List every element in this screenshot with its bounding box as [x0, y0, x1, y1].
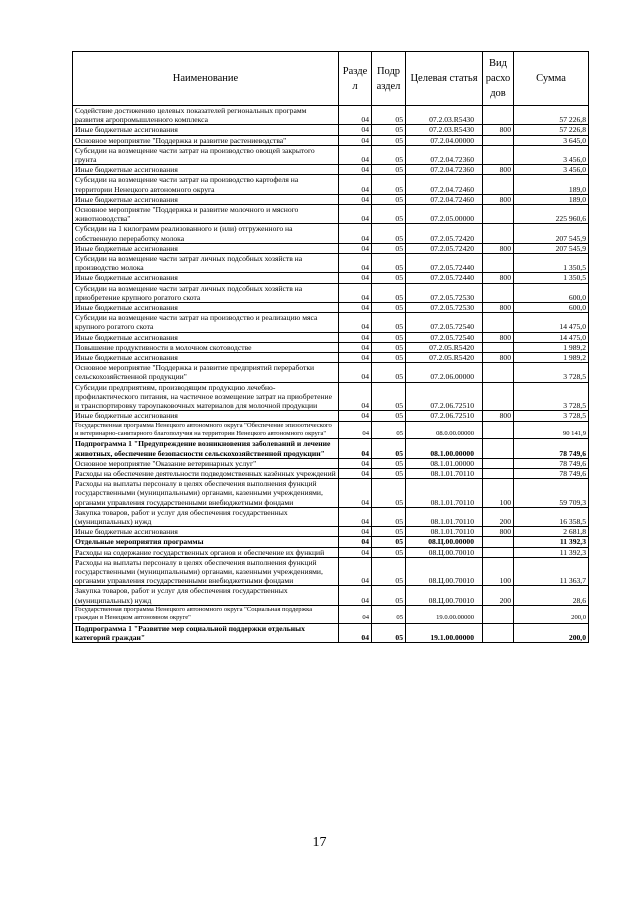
cell-celevaya-statya: 07.2.03.R5430 [406, 106, 483, 125]
cell-summa: 3 645,0 [514, 135, 589, 145]
table-row [73, 205, 589, 224]
table-row [73, 353, 589, 363]
cell-summa: 90 141,9 [514, 421, 589, 439]
cell-celevaya-statya: 19.0.00.00000 [406, 605, 483, 623]
cell-razdel: 04 [339, 557, 372, 586]
cell-podrazdel: 05 [372, 106, 406, 125]
cell-vid-rashodov [483, 363, 514, 382]
cell-vid-rashodov [483, 254, 514, 273]
cell-summa: 11 363,7 [514, 557, 589, 586]
cell-name: Закупка товаров, работ и услуг для обеспечения государственных (муниципальных) нужд [73, 586, 339, 605]
cell-podrazdel: 05 [372, 421, 406, 439]
cell-celevaya-statya: 08.1.01.70110 [406, 527, 483, 537]
cell-podrazdel: 05 [372, 527, 406, 537]
table-row [73, 303, 589, 313]
cell-podrazdel: 05 [372, 439, 406, 458]
cell-celevaya-statya: 08.Ц.00.70010 [406, 586, 483, 605]
cell-celevaya-statya: 07.2.05.R5420 [406, 353, 483, 363]
cell-razdel: 04 [339, 205, 372, 224]
cell-vid-rashodov [483, 135, 514, 145]
cell-name: Иные бюджетные ассигнования [73, 165, 339, 175]
cell-podrazdel: 05 [372, 254, 406, 273]
cell-podrazdel: 05 [372, 537, 406, 547]
cell-razdel: 04 [339, 254, 372, 273]
cell-name: Расходы на содержание государственных органов и обеспечение их функций [73, 547, 339, 557]
cell-razdel: 04 [339, 421, 372, 439]
cell-summa: 16 358,5 [514, 507, 589, 526]
cell-summa: 1 350,5 [514, 254, 589, 273]
cell-celevaya-statya: 07.2.05.72420 [406, 243, 483, 253]
cell-razdel: 04 [339, 175, 372, 194]
cell-celevaya-statya: 07.2.04.72360 [406, 145, 483, 164]
cell-razdel: 04 [339, 303, 372, 313]
cell-podrazdel: 05 [372, 458, 406, 468]
cell-celevaya-statya: 08.Ц.00.70010 [406, 547, 483, 557]
cell-summa: 3 456,0 [514, 165, 589, 175]
cell-podrazdel: 05 [372, 547, 406, 557]
cell-celevaya-statya: 07.2.05.72440 [406, 254, 483, 273]
cell-name: Расходы на выплаты персоналу в целях обеспечения выполнения функций государственными (муниципальными) органами, казенными учреждениями, органами управления государственными внебюджетными фондами [73, 557, 339, 586]
cell-podrazdel: 05 [372, 243, 406, 253]
table-row [73, 194, 589, 204]
page-number: 17 [312, 835, 327, 850]
cell-celevaya-statya: 08.1.00.00000 [406, 439, 483, 458]
cell-vid-rashodov [483, 458, 514, 468]
cell-vid-rashodov: 200 [483, 586, 514, 605]
cell-podrazdel: 05 [372, 165, 406, 175]
cell-razdel: 04 [339, 243, 372, 253]
cell-name: Подпрограмма 1 "Развитие мер социальной поддержки отдельных категорий граждан" [73, 623, 339, 642]
cell-name: Государственная программа Ненецкого автономного округа "Обеспечение эпизоотического и ветеринарно-санитарного благополучия на территории Ненецкого автономного округа" [73, 421, 339, 439]
cell-celevaya-statya: 08.Ц.00.70010 [406, 557, 483, 586]
cell-razdel: 04 [339, 507, 372, 526]
table-row [73, 605, 589, 623]
cell-celevaya-statya: 07.2.03.R5430 [406, 125, 483, 135]
cell-summa: 207 545,9 [514, 243, 589, 253]
table-row [73, 273, 589, 283]
cell-podrazdel: 05 [372, 623, 406, 642]
cell-razdel: 04 [339, 458, 372, 468]
cell-summa: 57 226,8 [514, 106, 589, 125]
cell-name: Иные бюджетные ассигнования [73, 411, 339, 421]
cell-razdel: 04 [339, 135, 372, 145]
table-row [73, 332, 589, 342]
cell-razdel: 04 [339, 145, 372, 164]
cell-name: Основное мероприятие "Поддержка и развитие молочного и мясного животноводства" [73, 205, 339, 224]
cell-podrazdel: 05 [372, 342, 406, 352]
cell-podrazdel: 05 [372, 479, 406, 508]
cell-podrazdel: 05 [372, 145, 406, 164]
cell-name: Государственная программа Ненецкого автономного округа "Социальная поддержка граждан в Ненецком автономном округе" [73, 605, 339, 623]
cell-summa: 225 960,6 [514, 205, 589, 224]
cell-summa: 1 989,2 [514, 353, 589, 363]
cell-celevaya-statya: 08.Ц.00.00000 [406, 537, 483, 547]
table-row [73, 468, 589, 478]
cell-vid-rashodov [483, 145, 514, 164]
cell-vid-rashodov [483, 382, 514, 411]
cell-summa: 600,0 [514, 303, 589, 313]
cell-celevaya-statya: 07.2.04.72460 [406, 194, 483, 204]
cell-razdel: 04 [339, 623, 372, 642]
cell-razdel: 04 [339, 586, 372, 605]
cell-summa: 11 392,3 [514, 547, 589, 557]
header-razdel: Разде л [339, 52, 372, 106]
cell-summa: 189,0 [514, 194, 589, 204]
cell-summa: 78 749,6 [514, 458, 589, 468]
table-row [73, 175, 589, 194]
cell-podrazdel: 05 [372, 353, 406, 363]
cell-vid-rashodov [483, 313, 514, 332]
cell-name: Содействие достижению целевых показателей региональных программ развития агропромышленного комплекса [73, 106, 339, 125]
cell-celevaya-statya: 07.2.06.72510 [406, 382, 483, 411]
cell-summa: 189,0 [514, 175, 589, 194]
table-row [73, 411, 589, 421]
cell-name: Закупка товаров, работ и услуг для обеспечения государственных (муниципальных) нужд [73, 507, 339, 526]
cell-razdel: 04 [339, 273, 372, 283]
cell-razdel: 04 [339, 527, 372, 537]
cell-celevaya-statya: 07.2.04.00000 [406, 135, 483, 145]
cell-razdel: 04 [339, 605, 372, 623]
table-row [73, 557, 589, 586]
cell-celevaya-statya: 19.1.00.00000 [406, 623, 483, 642]
cell-razdel: 04 [339, 537, 372, 547]
cell-vid-rashodov [483, 342, 514, 352]
cell-vid-rashodov: 800 [483, 243, 514, 253]
cell-razdel: 04 [339, 363, 372, 382]
table-body [73, 106, 589, 643]
cell-vid-rashodov [483, 537, 514, 547]
table-row [73, 527, 589, 537]
cell-summa: 78 749,6 [514, 468, 589, 478]
header-celevaya-statya: Целевая статья [406, 52, 483, 106]
table-row [73, 243, 589, 253]
header-vid-rashodov: Вид расхо дов [483, 52, 514, 106]
cell-name: Иные бюджетные ассигнования [73, 125, 339, 135]
table-row [73, 145, 589, 164]
cell-razdel: 04 [339, 283, 372, 302]
budget-table [72, 51, 589, 643]
cell-name: Субсидии на возмещение части затрат на производство и реализацию мяса крупного рогатого скота [73, 313, 339, 332]
cell-name: Основное мероприятие "Оказание ветеринарных услуг" [73, 458, 339, 468]
cell-celevaya-statya: 07.2.05.00000 [406, 205, 483, 224]
table-row [73, 135, 589, 145]
table-row [73, 165, 589, 175]
cell-podrazdel: 05 [372, 411, 406, 421]
cell-name: Субсидии на возмещение части затрат на производство картофеля на территории Ненецкого автономного округа [73, 175, 339, 194]
cell-vid-rashodov [483, 468, 514, 478]
cell-podrazdel: 05 [372, 194, 406, 204]
cell-razdel: 04 [339, 342, 372, 352]
table-row [73, 623, 589, 642]
cell-summa: 78 749,6 [514, 439, 589, 458]
table-row [73, 439, 589, 458]
cell-podrazdel: 05 [372, 507, 406, 526]
cell-name: Иные бюджетные ассигнования [73, 303, 339, 313]
header-summa: Сумма [514, 52, 589, 106]
cell-podrazdel: 05 [372, 313, 406, 332]
cell-vid-rashodov: 800 [483, 303, 514, 313]
cell-vid-rashodov: 800 [483, 125, 514, 135]
table-row [73, 313, 589, 332]
cell-podrazdel: 05 [372, 135, 406, 145]
cell-summa: 14 475,0 [514, 332, 589, 342]
cell-celevaya-statya: 07.2.05.72440 [406, 273, 483, 283]
cell-razdel: 04 [339, 439, 372, 458]
cell-celevaya-statya: 07.2.05.72420 [406, 224, 483, 243]
table-row [73, 106, 589, 125]
cell-name: Основное мероприятие "Поддержка и развитие предприятий переработки сельскохозяйственной продукции" [73, 363, 339, 382]
cell-vid-rashodov [483, 439, 514, 458]
cell-summa: 28,6 [514, 586, 589, 605]
cell-vid-rashodov: 800 [483, 411, 514, 421]
cell-summa: 200,0 [514, 605, 589, 623]
cell-vid-rashodov: 800 [483, 165, 514, 175]
cell-podrazdel: 05 [372, 205, 406, 224]
cell-summa: 1 989,2 [514, 342, 589, 352]
cell-podrazdel: 05 [372, 283, 406, 302]
cell-vid-rashodov [483, 224, 514, 243]
cell-podrazdel: 05 [372, 175, 406, 194]
cell-summa: 2 681,8 [514, 527, 589, 537]
cell-name: Отдельные мероприятия программы [73, 537, 339, 547]
cell-razdel: 04 [339, 313, 372, 332]
cell-podrazdel: 05 [372, 125, 406, 135]
cell-name: Субсидии на 1 килограмм реализованного и (или) отгруженного на собственную переработку молока [73, 224, 339, 243]
cell-celevaya-statya: 07.2.05.72540 [406, 313, 483, 332]
cell-vid-rashodov: 100 [483, 479, 514, 508]
table-row [73, 507, 589, 526]
cell-podrazdel: 05 [372, 605, 406, 623]
cell-summa: 207 545,9 [514, 224, 589, 243]
cell-razdel: 04 [339, 332, 372, 342]
cell-podrazdel: 05 [372, 557, 406, 586]
cell-summa: 200,0 [514, 623, 589, 642]
cell-podrazdel: 05 [372, 382, 406, 411]
cell-vid-rashodov: 800 [483, 273, 514, 283]
cell-name: Субсидии на возмещение части затрат на производство овощей закрытого грунта [73, 145, 339, 164]
cell-razdel: 04 [339, 165, 372, 175]
cell-name: Иные бюджетные ассигнования [73, 194, 339, 204]
cell-vid-rashodov [483, 421, 514, 439]
cell-celevaya-statya: 07.2.05.72540 [406, 332, 483, 342]
cell-podrazdel: 05 [372, 273, 406, 283]
cell-vid-rashodov: 800 [483, 353, 514, 363]
cell-summa: 14 475,0 [514, 313, 589, 332]
cell-name: Расходы на обеспечение деятельности подведомственных казённых учреждений [73, 468, 339, 478]
cell-razdel: 04 [339, 547, 372, 557]
cell-summa: 57 226,8 [514, 125, 589, 135]
cell-celevaya-statya: 08.1.01.00000 [406, 458, 483, 468]
cell-name: Подпрограмма 1 "Предупреждение возникновения заболеваний и лечение животных, обеспечение безопасности сельскохозяйственной продукции" [73, 439, 339, 458]
table-row [73, 342, 589, 352]
cell-vid-rashodov [483, 106, 514, 125]
table-row [73, 458, 589, 468]
cell-name: Иные бюджетные ассигнования [73, 273, 339, 283]
cell-name: Иные бюджетные ассигнования [73, 527, 339, 537]
cell-celevaya-statya: 07.2.04.72460 [406, 175, 483, 194]
cell-podrazdel: 05 [372, 468, 406, 478]
cell-razdel: 04 [339, 125, 372, 135]
cell-razdel: 04 [339, 224, 372, 243]
cell-vid-rashodov: 800 [483, 332, 514, 342]
cell-summa: 600,0 [514, 283, 589, 302]
cell-name: Субсидии предприятиям, производящим продукцию лечебно-профилактического питания, на частичное возмещение затрат на приобретение и транспортировку тароупаковочных материалов для молочной продукции [73, 382, 339, 411]
table-row [73, 283, 589, 302]
cell-name: Основное мероприятие "Поддержка и развитие растениеводства" [73, 135, 339, 145]
cell-celevaya-statya: 07.2.05.R5420 [406, 342, 483, 352]
table-row [73, 363, 589, 382]
header-podrazdel: Подр аздел [372, 52, 406, 106]
cell-vid-rashodov [483, 205, 514, 224]
cell-summa: 3 728,5 [514, 363, 589, 382]
table-header-row [73, 52, 589, 106]
cell-podrazdel: 05 [372, 332, 406, 342]
cell-vid-rashodov [483, 175, 514, 194]
cell-razdel: 04 [339, 411, 372, 421]
table-row [73, 547, 589, 557]
cell-razdel: 04 [339, 106, 372, 125]
cell-razdel: 04 [339, 468, 372, 478]
table-row [73, 224, 589, 243]
cell-summa: 3 728,5 [514, 382, 589, 411]
cell-celevaya-statya: 08.1.01.70110 [406, 468, 483, 478]
cell-summa: 59 709,3 [514, 479, 589, 508]
cell-razdel: 04 [339, 479, 372, 508]
cell-podrazdel: 05 [372, 363, 406, 382]
cell-vid-rashodov: 100 [483, 557, 514, 586]
table-row [73, 125, 589, 135]
cell-name: Расходы на выплаты персоналу в целях обеспечения выполнения функций государственными (муниципальными) органами, казенными учреждениями, органами управления государственными внебюджетными фондами [73, 479, 339, 508]
cell-podrazdel: 05 [372, 586, 406, 605]
table-row [73, 382, 589, 411]
cell-celevaya-statya: 07.2.05.72530 [406, 303, 483, 313]
cell-summa: 3 728,5 [514, 411, 589, 421]
cell-vid-rashodov [483, 623, 514, 642]
cell-name: Иные бюджетные ассигнования [73, 243, 339, 253]
cell-vid-rashodov: 200 [483, 507, 514, 526]
cell-celevaya-statya: 07.2.06.72510 [406, 411, 483, 421]
cell-celevaya-statya: 07.2.04.72360 [406, 165, 483, 175]
cell-razdel: 04 [339, 382, 372, 411]
cell-summa: 3 456,0 [514, 145, 589, 164]
table-row [73, 537, 589, 547]
header-name: Наименование [73, 52, 339, 106]
cell-vid-rashodov [483, 547, 514, 557]
cell-podrazdel: 05 [372, 224, 406, 243]
cell-podrazdel: 05 [372, 303, 406, 313]
cell-celevaya-statya: 07.2.06.00000 [406, 363, 483, 382]
cell-celevaya-statya: 08.0.00.00000 [406, 421, 483, 439]
cell-vid-rashodov: 800 [483, 527, 514, 537]
cell-vid-rashodov [483, 605, 514, 623]
cell-name: Иные бюджетные ассигнования [73, 353, 339, 363]
cell-vid-rashodov: 800 [483, 194, 514, 204]
cell-name: Повышение продуктивности в молочном скотоводстве [73, 342, 339, 352]
cell-summa: 11 392,3 [514, 537, 589, 547]
cell-name: Субсидии на возмещение части затрат личных подсобных хозяйств на производство молока [73, 254, 339, 273]
cell-celevaya-statya: 07.2.05.72530 [406, 283, 483, 302]
cell-razdel: 04 [339, 194, 372, 204]
table-row [73, 254, 589, 273]
cell-vid-rashodov [483, 283, 514, 302]
cell-summa: 1 350,5 [514, 273, 589, 283]
cell-celevaya-statya: 08.1.01.70110 [406, 507, 483, 526]
cell-celevaya-statya: 08.1.01.70110 [406, 479, 483, 508]
table-row [73, 421, 589, 439]
table-row [73, 586, 589, 605]
cell-name: Субсидии на возмещение части затрат личных подсобных хозяйств на приобретение крупного рогатого скота [73, 283, 339, 302]
table-row [73, 479, 589, 508]
cell-name: Иные бюджетные ассигнования [73, 332, 339, 342]
cell-razdel: 04 [339, 353, 372, 363]
